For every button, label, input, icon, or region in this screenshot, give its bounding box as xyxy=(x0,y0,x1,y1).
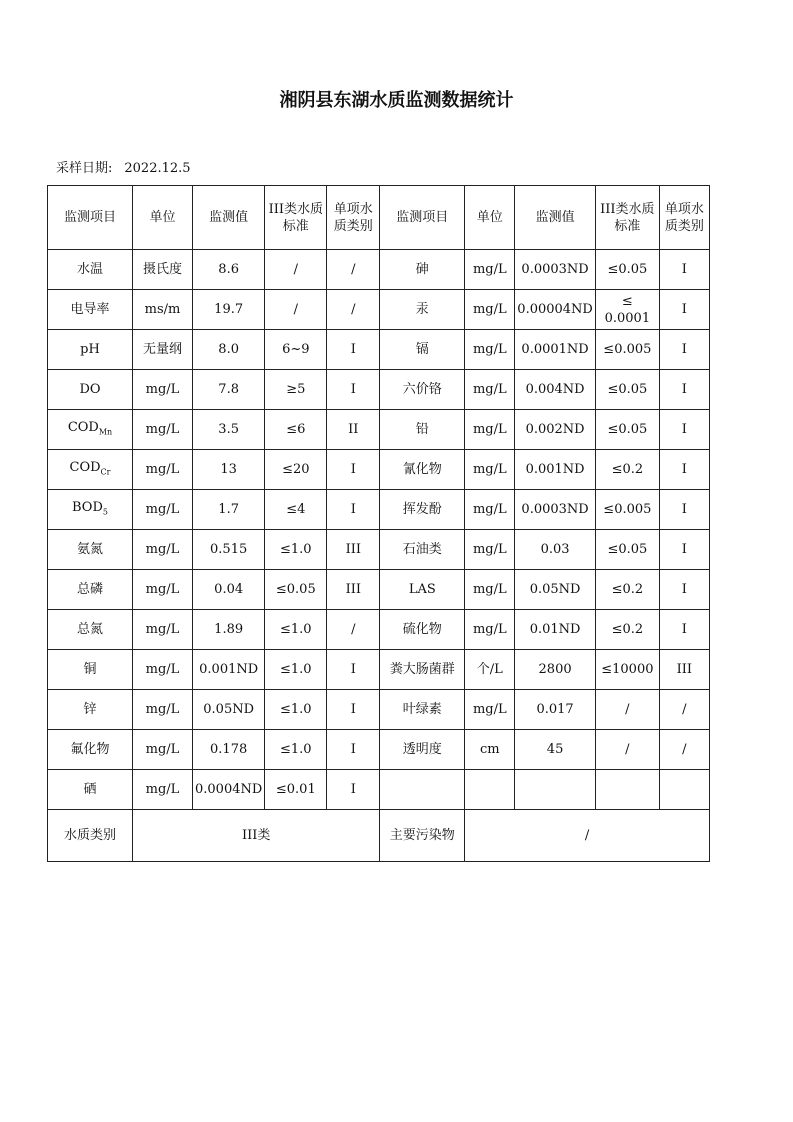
cell-standard: ≤1.0 xyxy=(265,530,327,570)
cell-item: 铅 xyxy=(380,410,465,450)
table-row xyxy=(48,490,710,530)
table-row xyxy=(48,250,710,290)
table-row xyxy=(48,730,710,770)
cell-item xyxy=(48,450,133,490)
cell-standard: ≤4 xyxy=(265,490,327,530)
table-row xyxy=(48,330,710,370)
cell-value: 0.001ND xyxy=(193,650,265,690)
cell-unit: mg/L xyxy=(465,450,515,490)
sample-date xyxy=(56,157,191,176)
table-row xyxy=(48,370,710,410)
cell-unit: mg/L xyxy=(465,610,515,650)
cell-item: 挥发酚 xyxy=(380,490,465,530)
cell-category: I xyxy=(327,650,380,690)
table-row xyxy=(48,450,710,490)
cell-item: 铜 xyxy=(48,650,133,690)
cell-item: 粪大肠菌群 xyxy=(380,650,465,690)
cell-standard: ≥5 xyxy=(265,370,327,410)
cell-value: 0.01ND xyxy=(515,610,596,650)
cell-item: 电导率 xyxy=(48,290,133,330)
cell-unit: mg/L xyxy=(465,290,515,330)
cell-unit: mg/L xyxy=(133,610,193,650)
cell-value: 0.017 xyxy=(515,690,596,730)
cell-value: 1.7 xyxy=(193,490,265,530)
cell-standard: ≤1.0 xyxy=(265,690,327,730)
param-name: BOD xyxy=(72,499,103,515)
header-row xyxy=(48,186,710,250)
cell-unit: mg/L xyxy=(133,770,193,810)
cell-value: 0.00004ND xyxy=(515,290,596,330)
table-row xyxy=(48,770,710,810)
cell-unit: mg/L xyxy=(133,410,193,450)
cell-value: 0.0003ND xyxy=(515,250,596,290)
cell-standard: ≤1.0 xyxy=(265,650,327,690)
cell-value xyxy=(515,770,596,810)
cell-value: 0.001ND xyxy=(515,450,596,490)
cell-category: / xyxy=(327,250,380,290)
cell-unit: 无量纲 xyxy=(133,330,193,370)
table-row xyxy=(48,650,710,690)
cell-value: 0.05ND xyxy=(193,690,265,730)
cell-item: 水温 xyxy=(48,250,133,290)
cell-category: I xyxy=(659,250,709,290)
cell-standard: ≤1.0 xyxy=(265,730,327,770)
cell-category: I xyxy=(659,290,709,330)
sample-date-value: 2022.12.5 xyxy=(124,161,191,176)
cell-standard: ≤0.01 xyxy=(265,770,327,810)
cell-value: 7.8 xyxy=(193,370,265,410)
cell-item xyxy=(48,490,133,530)
header-value: 监测值 xyxy=(193,186,265,250)
header-value: 监测值 xyxy=(515,186,596,250)
cell-value: 0.0001ND xyxy=(515,330,596,370)
table-row xyxy=(48,530,710,570)
cell-value: 0.515 xyxy=(193,530,265,570)
cell-value: 0.178 xyxy=(193,730,265,770)
cell-category: / xyxy=(659,690,709,730)
cell-category: I xyxy=(659,530,709,570)
cell-item: 镉 xyxy=(380,330,465,370)
cell-category: / xyxy=(327,610,380,650)
cell-item: LAS xyxy=(380,570,465,610)
cell-unit: cm xyxy=(465,730,515,770)
cell-value: 45 xyxy=(515,730,596,770)
cell-unit: mg/L xyxy=(133,370,193,410)
cell-value: 19.7 xyxy=(193,290,265,330)
table-row xyxy=(48,290,710,330)
param-name: COD xyxy=(69,459,101,475)
cell-item: 石油类 xyxy=(380,530,465,570)
cell-unit: mg/L xyxy=(133,570,193,610)
header-item: 监测项目 xyxy=(380,186,465,250)
cell-value: 8.6 xyxy=(193,250,265,290)
cell-item: DO xyxy=(48,370,133,410)
cell-value: 0.04 xyxy=(193,570,265,610)
cell-category: I xyxy=(659,370,709,410)
cell-standard: / xyxy=(265,290,327,330)
water-category-value: III类 xyxy=(133,810,380,862)
cell-value: 2800 xyxy=(515,650,596,690)
cell-item: 透明度 xyxy=(380,730,465,770)
cell-unit: mg/L xyxy=(465,410,515,450)
cell-category: I xyxy=(327,770,380,810)
cell-value: 0.03 xyxy=(515,530,596,570)
cell-standard: / xyxy=(265,250,327,290)
cell-category: I xyxy=(659,330,709,370)
cell-item: 氨氮 xyxy=(48,530,133,570)
cell-standard: ≤6 xyxy=(265,410,327,450)
water-quality-table xyxy=(47,185,710,862)
cell-value: 8.0 xyxy=(193,330,265,370)
cell-standard: / xyxy=(595,690,659,730)
cell-unit: 摄氏度 xyxy=(133,250,193,290)
param-subscript: 5 xyxy=(102,507,108,517)
cell-category: I xyxy=(659,450,709,490)
cell-unit: 个/L xyxy=(465,650,515,690)
cell-unit: mg/L xyxy=(465,330,515,370)
page-title: 湘阴县东湖水质监测数据统计 xyxy=(279,90,514,111)
cell-unit xyxy=(465,770,515,810)
cell-value: 0.002ND xyxy=(515,410,596,450)
cell-category: I xyxy=(659,490,709,530)
cell-item: 叶绿素 xyxy=(380,690,465,730)
cell-category: III xyxy=(327,570,380,610)
table-row xyxy=(48,570,710,610)
cell-item xyxy=(380,770,465,810)
header-category: 单项水质类别 xyxy=(659,186,709,250)
cell-standard: ≤0.2 xyxy=(595,450,659,490)
cell-category: / xyxy=(659,730,709,770)
cell-standard: ≤1.0 xyxy=(265,610,327,650)
cell-value: 13 xyxy=(193,450,265,490)
cell-category: I xyxy=(659,410,709,450)
header-standard: III类水质标准 xyxy=(265,186,327,250)
water-category-label: 水质类别 xyxy=(48,810,133,862)
cell-standard: ≤0.005 xyxy=(595,330,659,370)
cell-item: 锌 xyxy=(48,690,133,730)
cell-category: / xyxy=(327,290,380,330)
cell-standard: 6~9 xyxy=(265,330,327,370)
cell-standard: ≤0.005 xyxy=(595,490,659,530)
sample-date-label: 采样日期: xyxy=(56,161,113,176)
cell-category: III xyxy=(327,530,380,570)
cell-standard: ≤0.2 xyxy=(595,570,659,610)
param-subscript: Mn xyxy=(98,427,113,437)
summary-row xyxy=(48,810,710,862)
table-row xyxy=(48,610,710,650)
cell-unit: mg/L xyxy=(133,650,193,690)
cell-standard: ≤0.05 xyxy=(595,250,659,290)
cell-standard: ≤0.05 xyxy=(595,370,659,410)
cell-category: I xyxy=(327,330,380,370)
main-pollutant-value: / xyxy=(465,810,710,862)
cell-category xyxy=(659,770,709,810)
main-pollutant-label: 主要污染物 xyxy=(380,810,465,862)
cell-item: 氟化物 xyxy=(48,730,133,770)
cell-standard: ≤ 0.0001 xyxy=(595,290,659,330)
cell-unit: mg/L xyxy=(465,570,515,610)
table-row xyxy=(48,410,710,450)
header-unit: 单位 xyxy=(133,186,193,250)
cell-category: III xyxy=(659,650,709,690)
cell-category: I xyxy=(327,450,380,490)
cell-standard: ≤20 xyxy=(265,450,327,490)
cell-item: 总磷 xyxy=(48,570,133,610)
cell-category: II xyxy=(327,410,380,450)
param-name: COD xyxy=(67,419,99,435)
cell-standard: / xyxy=(595,730,659,770)
cell-unit: mg/L xyxy=(133,490,193,530)
cell-standard: ≤10000 xyxy=(595,650,659,690)
cell-value: 0.004ND xyxy=(515,370,596,410)
cell-unit: mg/L xyxy=(465,690,515,730)
cell-unit: mg/L xyxy=(465,490,515,530)
cell-unit: mg/L xyxy=(465,370,515,410)
cell-category: I xyxy=(659,610,709,650)
cell-standard: ≤0.2 xyxy=(595,610,659,650)
table-row xyxy=(48,690,710,730)
cell-standard: ≤0.05 xyxy=(595,410,659,450)
cell-item: 汞 xyxy=(380,290,465,330)
cell-item: 总氮 xyxy=(48,610,133,650)
cell-category: I xyxy=(659,570,709,610)
cell-category: I xyxy=(327,490,380,530)
cell-unit: mg/L xyxy=(133,730,193,770)
header-standard: III类水质标准 xyxy=(595,186,659,250)
cell-item xyxy=(48,410,133,450)
cell-standard: ≤0.05 xyxy=(595,530,659,570)
cell-value: 1.89 xyxy=(193,610,265,650)
header-category: 单项水质类别 xyxy=(327,186,380,250)
cell-item: 硫化物 xyxy=(380,610,465,650)
cell-item: 氰化物 xyxy=(380,450,465,490)
cell-unit: mg/L xyxy=(133,530,193,570)
header-unit: 单位 xyxy=(465,186,515,250)
cell-item: 砷 xyxy=(380,250,465,290)
cell-value: 0.0003ND xyxy=(515,490,596,530)
cell-item: pH xyxy=(48,330,133,370)
cell-value: 0.0004ND xyxy=(193,770,265,810)
cell-category: I xyxy=(327,370,380,410)
param-subscript: Cr xyxy=(100,467,111,477)
cell-category: I xyxy=(327,690,380,730)
cell-item: 六价铬 xyxy=(380,370,465,410)
cell-unit: mg/L xyxy=(465,250,515,290)
cell-unit: ms/m xyxy=(133,290,193,330)
cell-standard xyxy=(595,770,659,810)
cell-unit: mg/L xyxy=(133,690,193,730)
cell-value: 0.05ND xyxy=(515,570,596,610)
cell-standard: ≤0.05 xyxy=(265,570,327,610)
header-item: 监测项目 xyxy=(48,186,133,250)
cell-unit: mg/L xyxy=(465,530,515,570)
cell-unit: mg/L xyxy=(133,450,193,490)
cell-item: 硒 xyxy=(48,770,133,810)
cell-category: I xyxy=(327,730,380,770)
cell-value: 3.5 xyxy=(193,410,265,450)
